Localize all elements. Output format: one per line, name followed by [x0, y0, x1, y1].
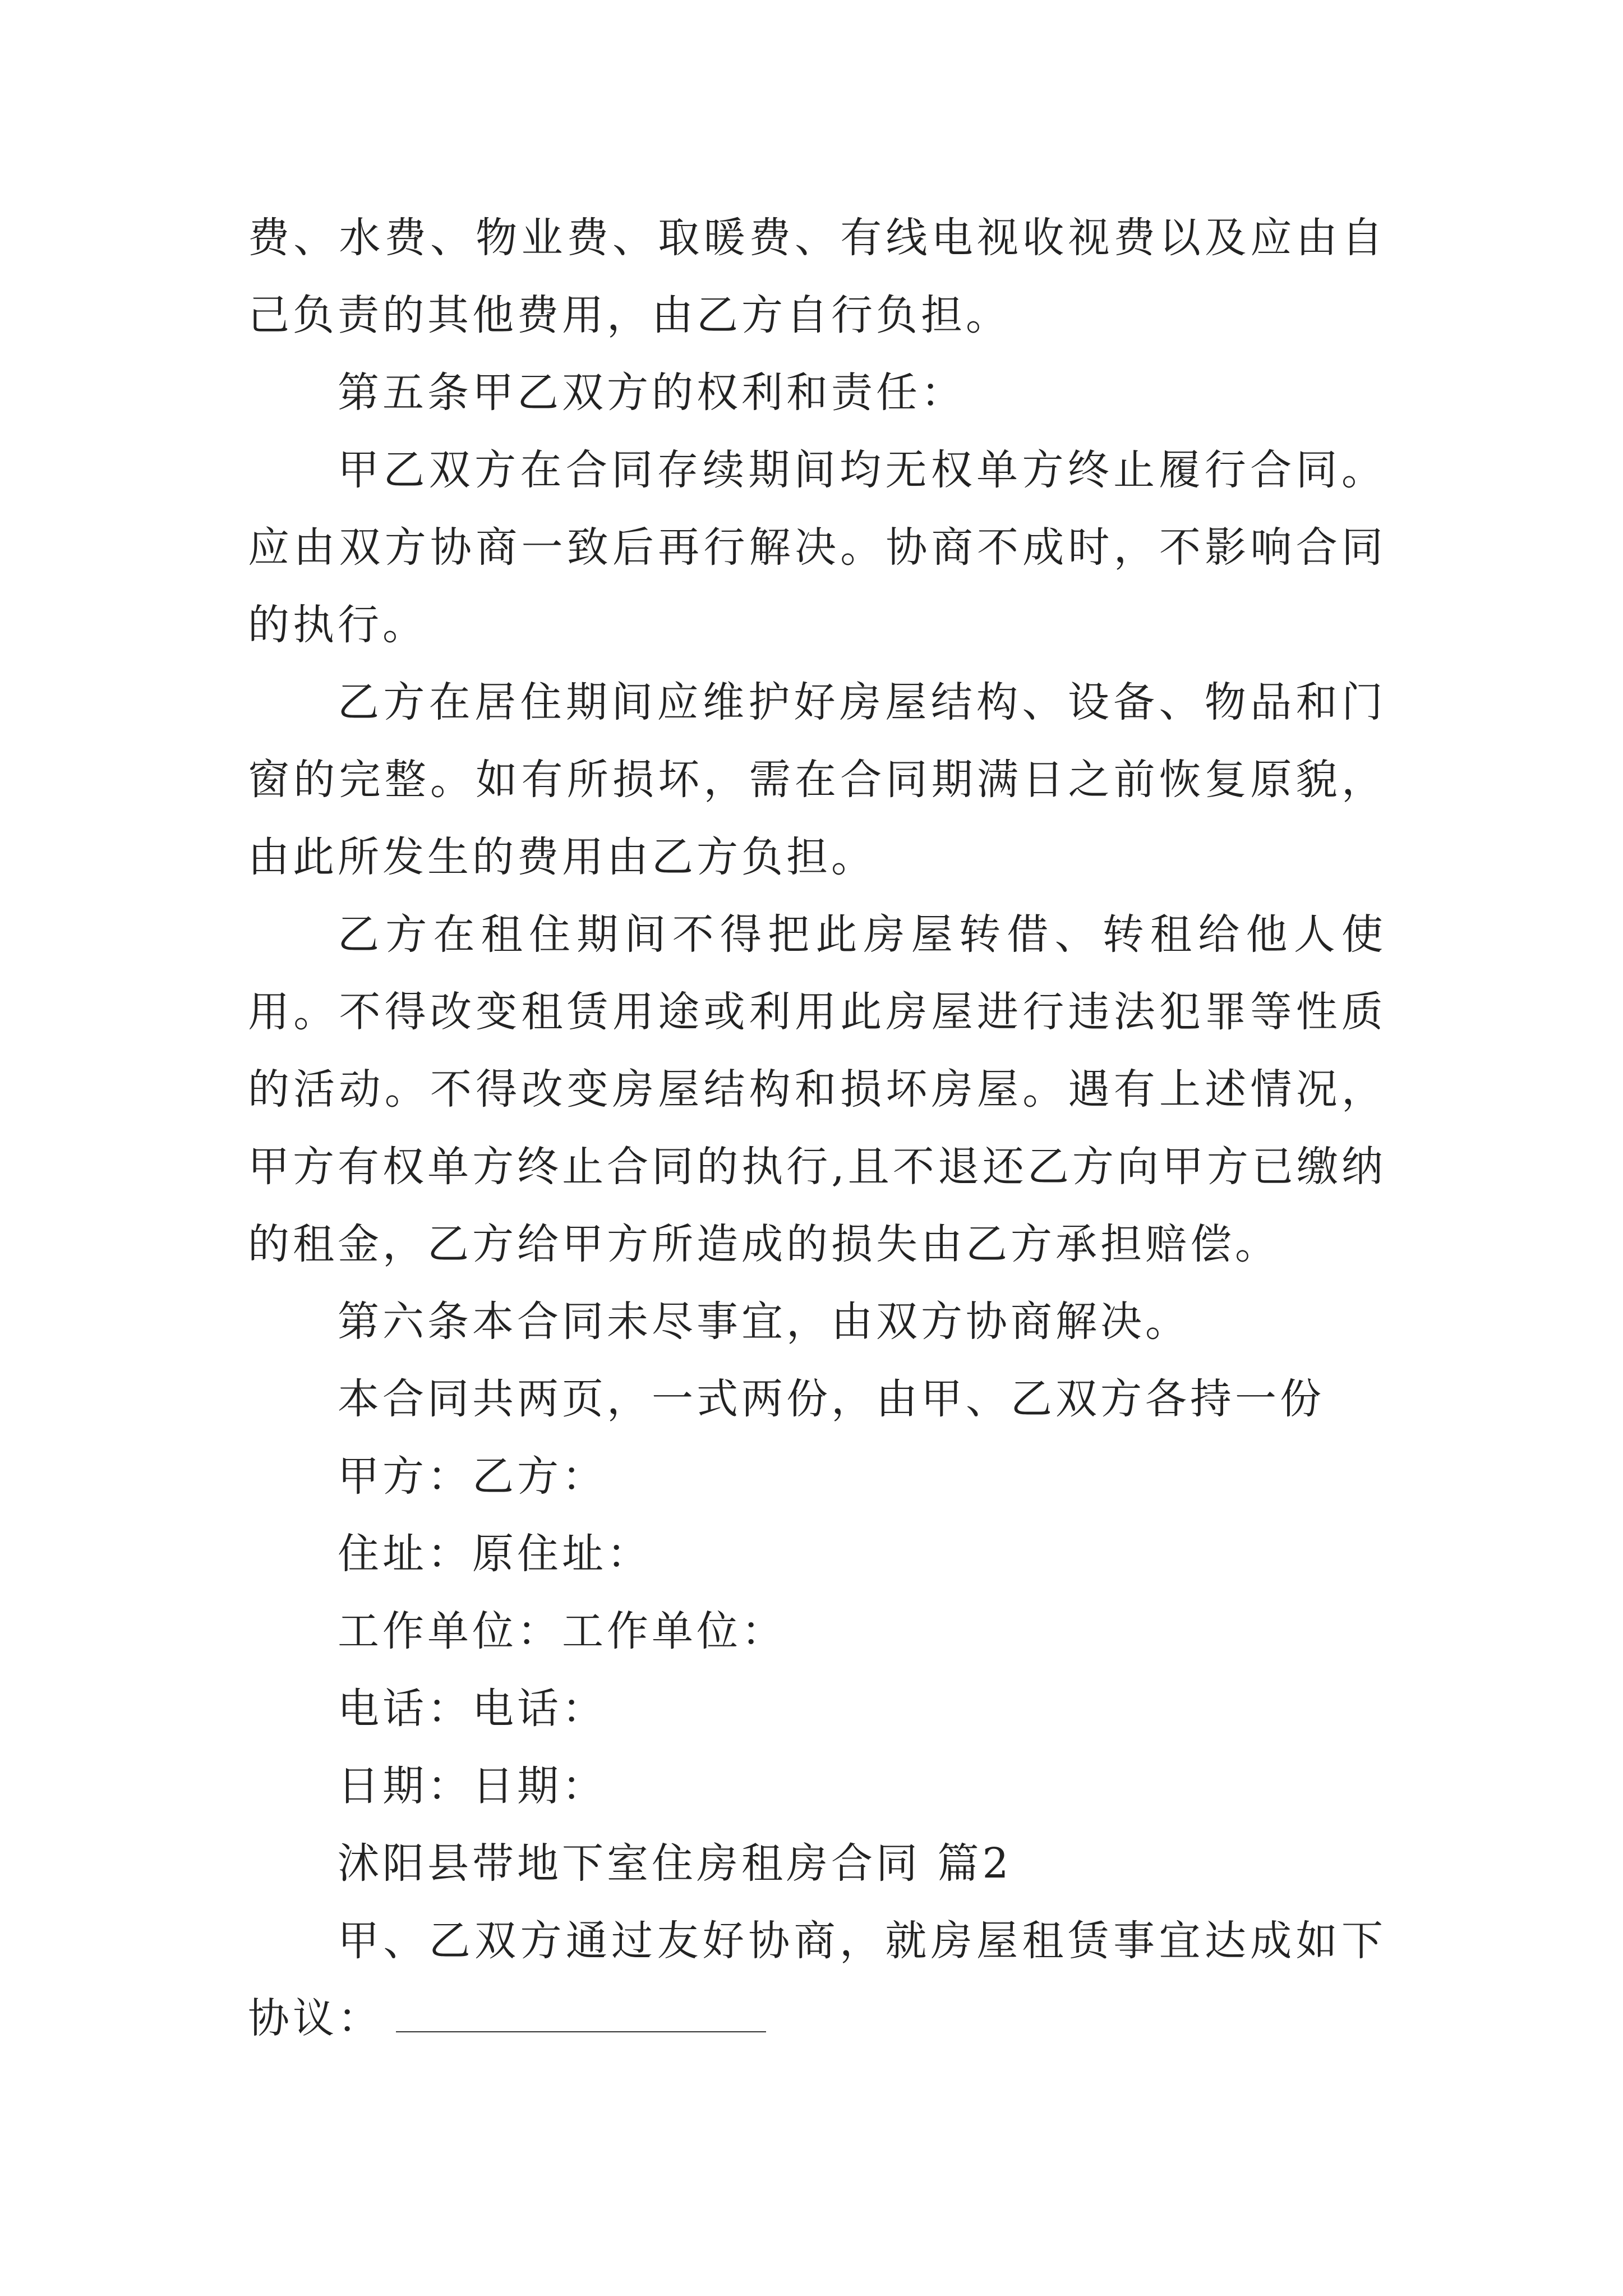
signature-parties: 甲方：乙方：	[338, 1452, 607, 1501]
agreement-intro-text: 甲、乙双方通过友好协商，就房屋租赁事宜达成如下协议：	[248, 1917, 1386, 2042]
fill-in-blank-line	[396, 2029, 766, 2032]
paragraph-fees: 费、水费、物业费、取暖费、有线电视收视费以及应由自己负责的其他费用，由乙方自行负担。	[248, 214, 1386, 339]
document-body	[248, 199, 1386, 2057]
signature-date: 日期：日期：	[338, 1762, 607, 1810]
paragraph-agreement-intro	[248, 1902, 1386, 2057]
paragraph-termination: 甲乙双方在合同存续期间均无权单方终止履行合同。应由双方协商一致后再行解决。协商不成时，不影响合同的执行。	[248, 446, 1386, 649]
signature-workplace: 工作单位：工作单位：	[338, 1607, 786, 1655]
article-5-heading: 第五条甲乙双方的权利和责任：	[338, 369, 966, 417]
signature-address: 住址：原住址：	[338, 1530, 652, 1578]
paragraph-sublet: 乙方在租住期间不得把此房屋转借、转租给他人使用。不得改变租赁用途或利用此房屋进行违法犯罪等性质的活动。不得改变房屋结构和损坏房屋。遇有上述情况，甲方有权单方终止合同的执行,且不退还乙方向甲方已缴纳的租金，乙方给甲方所造成的损失由乙方承担赔偿。	[248, 910, 1386, 1268]
paragraph-maintenance: 乙方在居住期间应维护好房屋结构、设备、物品和门窗的完整。如有所损坏，需在合同期满日之前恢复原貌，由此所发生的费用由乙方负担。	[248, 678, 1386, 881]
article-6: 第六条本合同未尽事宜，由双方协商解决。	[338, 1297, 1190, 1346]
section-title-part-2: 沭阳县带地下室住房租房合同 篇2	[338, 1839, 1012, 1888]
signature-phone: 电话：电话：	[338, 1685, 607, 1733]
paragraph-copies: 本合同共两页，一式两份，由甲、乙双方各持一份	[338, 1375, 1325, 1423]
